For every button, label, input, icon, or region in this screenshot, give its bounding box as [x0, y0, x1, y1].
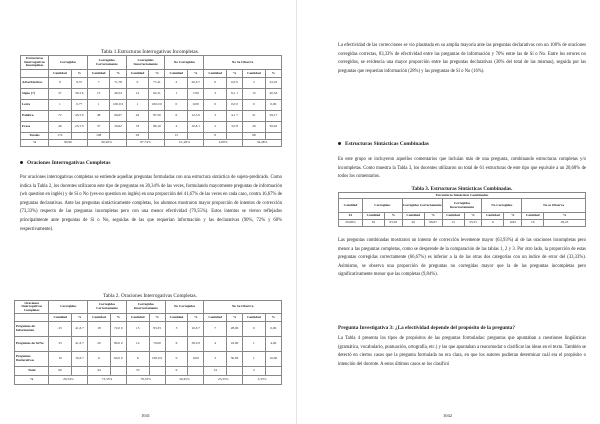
table-cell: 0	[204, 78, 227, 89]
table1-header-correct: Corregidos Correctamente	[87, 56, 126, 70]
table3-caption: Tabla 3. Estructuras Sintácticas Combinadas.	[411, 186, 513, 192]
table-cell: 6	[165, 337, 188, 352]
table-cell: 39,3 6	[71, 89, 87, 100]
table-cell: 77,41	[149, 78, 165, 89]
table-cell: 13	[442, 220, 464, 227]
table-cell: 25	[49, 322, 72, 337]
table-cell: Letra	[21, 100, 49, 111]
table2-subheader: %	[149, 314, 165, 322]
table3-subheader: %	[424, 213, 442, 220]
table-cell: 4,1 7	[226, 111, 242, 122]
table-cell	[110, 367, 126, 376]
table-row	[15, 337, 282, 352]
table-cell: 20,34%	[49, 376, 88, 385]
table1-subheader: Cantidad	[165, 70, 188, 78]
table3-header-incorrect: Corregidos Incorrectamente	[442, 199, 482, 213]
table1-caption: Tabla 1.Estructuras Interrogativas Incompletas.	[100, 49, 200, 55]
table-cell: 68	[243, 133, 266, 140]
table-cell: 100,0 0	[149, 352, 165, 367]
table-cell: 4,60%	[204, 140, 243, 147]
table-cell	[72, 367, 88, 376]
table-cell: 2	[243, 367, 266, 376]
table-cell: 92,31	[149, 89, 165, 100]
table-cell: 22,22	[265, 78, 281, 89]
table-cell: 16,00	[226, 337, 242, 352]
table-cell: 1	[87, 100, 110, 111]
table-cell: 72	[49, 111, 72, 122]
table-cell: 6	[482, 220, 504, 227]
table-cell: 66,67	[424, 220, 442, 227]
table-cell: 0	[165, 100, 188, 111]
table-cell: Preguntas de Información	[15, 322, 49, 337]
table-cell: 4,00	[265, 337, 281, 352]
table-cell: 15	[126, 322, 149, 337]
table-cell: 79,55%	[126, 376, 165, 385]
table-row	[21, 78, 282, 89]
table-row	[21, 100, 282, 111]
table-cell: 39	[362, 220, 384, 227]
table-cell: 0,00	[188, 352, 204, 367]
table-cell: 1	[49, 100, 72, 111]
table-cell: 1	[165, 89, 188, 100]
table1-subheader: %	[149, 70, 165, 78]
table2-subheader: %	[110, 314, 126, 322]
table-cell: 30,00	[226, 352, 242, 367]
table-cell: 44	[88, 367, 111, 376]
table-cell: Signo (?)	[21, 89, 49, 100]
section-heading-combined	[338, 141, 586, 147]
table-cell: 9,57	[71, 78, 87, 89]
paragraph-combined-results: Las preguntas combinadas mostraron un intento de corrección levemente mayor (63,93%) al de las oraciones incompletas pero menor a las preguntas completas, como se desprende de la comparación de las tablas 1, 2 y 3. Por otro lado, la proporción de estas preguntas corregidas correctamente (66,67%) es inferior a la de las otras dos categorías con un índice de error del (33,33%). Asimismo, se observa una proporción de preguntas no corregidas mayor que la de las preguntas incompletas pero significativamente menor que las completas (9,84%).	[338, 238, 586, 278]
table-cell	[188, 367, 204, 376]
table-cell: 0,00	[265, 100, 281, 111]
table-cell: 14	[126, 337, 149, 352]
table-cell	[226, 133, 242, 140]
table-cell: 63,93	[384, 220, 402, 227]
table1-subheader: %	[265, 70, 281, 78]
table1-subheader: %	[226, 70, 242, 78]
table3-header-not-observed: No se Observa	[522, 199, 586, 213]
table-cell: 14	[204, 367, 227, 376]
table-cell: 8,1 1	[226, 89, 242, 100]
bullet-icon	[20, 161, 23, 164]
table-cell: 18	[88, 322, 111, 337]
table1-header-not-corrected: No Corregidos	[165, 56, 204, 70]
table-cell: 40	[49, 122, 72, 133]
table-cell: 12	[126, 89, 149, 100]
table3-subheader: %	[384, 213, 402, 220]
table-cell: 60	[49, 367, 72, 376]
table-cell: Total	[15, 367, 49, 376]
table3-subheader: Cantidad	[482, 213, 504, 220]
table-cell: 1	[243, 337, 266, 352]
table-cell	[226, 367, 242, 376]
table-cell: 70,00	[149, 337, 165, 352]
table-cell	[265, 133, 281, 140]
table-cell: 25	[49, 337, 72, 352]
table-cell: 87,74%	[126, 140, 165, 147]
bullet-icon	[338, 142, 341, 145]
table1-header-incorrect: Corregidos Incorrectamente	[126, 56, 165, 70]
table-cell: 25,3 0	[71, 122, 87, 133]
table-cell	[110, 133, 126, 140]
table-cell: 7,69	[188, 89, 204, 100]
table-cell: 60,0 0	[110, 352, 126, 367]
table3-header-corrected: Corregidos	[362, 199, 402, 213]
table-row	[21, 122, 282, 133]
table-cell: 20	[88, 337, 111, 352]
table-cell: 71,78	[110, 78, 126, 89]
table-cell: 26	[243, 122, 266, 133]
table-cell: 10,8 1	[188, 122, 204, 133]
table-cell: 90,90	[49, 140, 88, 147]
table-cell: 9	[49, 78, 72, 89]
table-row	[339, 220, 586, 227]
table3-subheader: 61	[339, 213, 363, 220]
table-cell: 40,54	[265, 89, 281, 100]
table-cell: 33,33	[464, 220, 482, 227]
table2-subheader: Cantidad	[49, 314, 72, 322]
table2-header-corrected: Corregidos	[49, 301, 88, 314]
table-cell: 26,23	[544, 220, 586, 227]
table-cell	[71, 133, 87, 140]
table-cell: 9,84	[504, 220, 522, 227]
table-cell: 80,0 0	[110, 337, 126, 352]
table2-subheader: %	[226, 314, 242, 322]
table-cell: 4	[204, 337, 227, 352]
table-cell: 23,33%	[204, 376, 243, 385]
table-cell: 40,54	[110, 89, 126, 100]
table-cell: 12,5 0	[188, 111, 204, 122]
table-cell: 2	[243, 78, 266, 89]
section-heading-text: Estructuras Sintácticas Combinadas	[345, 141, 429, 147]
table2-subheader: %	[72, 314, 88, 322]
table2-subheader: Cantidad	[204, 314, 227, 322]
table2-header-incorrect: Corregidos Incorrectamente	[126, 301, 165, 314]
table-cell: 4	[165, 122, 188, 133]
table-cell: 6	[88, 352, 111, 367]
table-cell: 0,0 0	[226, 78, 242, 89]
table-cell: 15	[87, 89, 110, 100]
table-cell: 66,67	[110, 111, 126, 122]
table-cell: 87,50	[149, 111, 165, 122]
table-cell: 3	[204, 89, 227, 100]
table2-subheader: Cantidad	[126, 314, 149, 322]
table-cell: 10	[49, 352, 72, 367]
table-cell: 0,0 0	[226, 100, 242, 111]
table-cell: 3,33%	[243, 376, 282, 385]
paragraph-complete-questions: Por oraciones interrogativas completas se entiende aquellas preguntas formuladas con una estructura sintáctica de sujeto-predicado. Como indica la Tabla 2, los docentes utilizaron este tipo de preguntas en 20,34% de las veces, formulando mayormente preguntas de información (wh question en inglés) y de Sí o No (yes-no question en inglés) en una proporción del 41,67% de las veces en cada caso, contra 16,67% de preguntas declarativas. Ante las preguntas sintácticamente completas, los alumnos mostraron mayor proporción de intentos de corrección (73,33%) respecto de las preguntas incompletas pero con una menor efectividad (79,55%). Estos intentos se vieron reflejados principalmente ante preguntas de Sí o No, seguidas de las que requerían información y las declarativas (90%, 72% y 60% respectivamente).	[20, 175, 282, 232]
table-row	[15, 352, 282, 367]
table2-subheader-blank	[15, 314, 49, 322]
paragraph-effectiveness: La efectividad de las correcciones se vio plasmada en su amplia mayoría ante las preguntas declarativas con un 100% de oraciones corregidas correctas, 83,33% de efectividad entre las preguntas de información y 70% entre las de Sí o No. Entre los errores no corregidos, se evidencia una mayor proporción entre las preguntas declarativas (30% del total de las mismas), seguida por las preguntas que requerían información (28%) y las preguntas de Sí o No (16%).	[338, 43, 586, 74]
table3-subheader: Cantidad	[522, 213, 544, 220]
table-cell: 26	[402, 220, 424, 227]
research-question-heading: Pregunta Investigativa 3: ¿La efectividad depende del propósito de la pregunta?	[338, 325, 515, 331]
paragraph-purpose: La Tabla 4 presenta los tipos de propósitos de las preguntas formuladas: preguntas que apuntaban a cuestiones lingüísticas (gramática, vocabulario, puntuación, ortografía, etc.) y las que apuntaban a reacomodar o clarificar las ideas en el texto. También se detectó en ciertos casos que la pregunta formulada no era clara, en que los autores pudieran determinar cuál era el propósito o intención del docente. A estos últimos casos se los clasificó	[338, 336, 586, 367]
table-cell: 10,00	[265, 352, 281, 367]
table-cell: 0	[126, 78, 149, 89]
table-cell: 37	[87, 122, 110, 133]
table1-header-not-observed: No Se Observa	[204, 56, 282, 70]
table-cell: 30,0 0	[188, 337, 204, 352]
table3-subheader: Cantidad	[402, 213, 424, 220]
table-cell: 83,33	[149, 322, 165, 337]
table2-subheader: %	[188, 314, 204, 322]
paragraph-combined: En este grupo se incluyeron aquellos comentarios que incluían más de una pregunta, combinando estructuras completas y/o incompletas. Como muestra la Tabla 3, los docentes utilizaron un total de 61 estructuras de este tipo que equivale a un 20,68% de todos los comentarios.	[338, 157, 586, 180]
table-cell: 3	[204, 111, 227, 122]
table1-subheader: Cantidad	[243, 70, 266, 78]
table-cell: 35	[126, 367, 149, 376]
table2-caption: Tabla 2. Oraciones Interrogativas Completas.	[103, 293, 197, 299]
table-cell: 8	[204, 133, 227, 140]
table-cell	[265, 367, 281, 376]
table-cell: 6	[126, 352, 149, 367]
table-row-totals	[15, 367, 282, 376]
table-cell: 100,0 0	[110, 100, 126, 111]
table1-subheader: %	[110, 70, 126, 78]
table-cell: 1	[243, 352, 266, 367]
table1-header-structures: Estructuras Interrogativas Incompletas	[21, 56, 49, 70]
table-cell	[188, 133, 204, 140]
table-cell: 0,00	[188, 100, 204, 111]
table-cell: 174	[49, 133, 72, 140]
table2-subheader: Cantidad	[165, 314, 188, 322]
table-cell: 16	[522, 220, 544, 227]
table-cell: 20,45%	[165, 376, 204, 385]
right-page	[300, 0, 596, 424]
table-cell: 0	[243, 322, 266, 337]
table1-header-corrected: Corregidos	[49, 56, 88, 70]
table-cell: Preguntas Declarativas	[15, 352, 49, 367]
table-cell: Palabra	[21, 111, 49, 122]
table1-subheader: Cantidad	[49, 70, 72, 78]
table-cell: 12,,26%	[165, 140, 204, 147]
table-cell: 41,6 7	[72, 322, 88, 337]
table3-subheader: %	[464, 213, 482, 220]
table-cell: 20,68%	[339, 220, 363, 227]
table-cell: Preguntas de Sí/No	[15, 337, 49, 352]
table-cell: 33	[126, 122, 149, 133]
table-cell: 89,19	[149, 122, 165, 133]
table3	[338, 192, 586, 227]
table3-title: Estructuras Sintácticas Combinadas	[339, 193, 586, 199]
table-cell: 7	[87, 78, 110, 89]
table-row-percents	[15, 376, 282, 385]
table-cell: 73,33%	[88, 376, 127, 385]
table-cell: 29,17	[265, 111, 281, 122]
table-cell: 0	[204, 100, 227, 111]
table3-header-quantity: Cantidad	[339, 199, 363, 213]
table-cell: 2	[204, 122, 227, 133]
table-cell: 16,6 7	[188, 322, 204, 337]
table-cell: 9	[165, 367, 188, 376]
table1-subheader: %	[188, 70, 204, 78]
table-cell: 6	[165, 111, 188, 122]
table-cell: Adverbiativos	[21, 78, 49, 89]
table1	[20, 55, 282, 147]
table2-subheader: %	[265, 314, 281, 322]
table-row	[21, 89, 282, 100]
table-cell: 3,0 8	[226, 122, 242, 133]
table-cell: 0,77	[71, 100, 87, 111]
table-cell: 56,92	[265, 122, 281, 133]
table-cell	[149, 133, 165, 140]
table-cell: 60,92%	[87, 140, 126, 147]
table1-subheader: Cantidad	[204, 70, 227, 78]
table2	[14, 300, 282, 385]
table-cell: 7	[204, 322, 227, 337]
table-cell: 21	[243, 111, 266, 122]
table-cell: 2	[165, 78, 188, 89]
table-cell: 48	[87, 111, 110, 122]
table-cell: 56,92	[110, 122, 126, 133]
table-row-totals	[21, 133, 282, 140]
table-cell: 43,3 9	[71, 111, 87, 122]
table-cell: 15	[243, 89, 266, 100]
table2-header-questions: Oraciones Interrogativas Completas	[15, 301, 49, 314]
table2-header-not-observed: No Se Observa	[204, 301, 282, 314]
table-cell: 100,0 0	[149, 100, 165, 111]
table1-subheader-blank	[21, 70, 49, 78]
table-row	[21, 111, 282, 122]
table-cell: 42	[126, 111, 149, 122]
table3-subheader: %	[544, 213, 586, 220]
table3-subheader: Cantidad	[362, 213, 384, 220]
table-cell: 93	[126, 133, 149, 140]
table-cell: 37	[49, 89, 72, 100]
table1-subheader: Cantidad	[126, 70, 149, 78]
table-row-percents	[21, 140, 282, 147]
table3-subheader: Cantidad	[442, 213, 464, 220]
table3-header-not-corrected: No Corregidos	[482, 199, 522, 213]
table-cell: Frase	[21, 122, 49, 133]
section-heading-text: Oraciones Interrogativas Completas	[27, 160, 111, 166]
table-cell	[149, 367, 165, 376]
table-cell: Totales	[21, 133, 49, 140]
table1-subheader: Cantidad	[87, 70, 110, 78]
table2-subheader: Cantidad	[243, 314, 266, 322]
page-number: 1042	[443, 413, 452, 418]
table1-subheader: %	[71, 70, 87, 78]
table-cell: 0	[165, 352, 188, 367]
table-cell: 41,6 7	[72, 337, 88, 352]
table-cell: 0	[243, 100, 266, 111]
table2-header-correct: Corregidos Correctamente	[88, 301, 127, 314]
page-number: 1041	[141, 413, 150, 418]
left-page	[0, 0, 297, 424]
table-row	[15, 322, 282, 337]
table-cell: 1	[126, 100, 149, 111]
table-cell: %	[21, 140, 49, 147]
table-cell: 20,6 7	[188, 78, 204, 89]
table-cell: 72,0 0	[110, 322, 126, 337]
table2-header-not-corrected: No Corregidos	[165, 301, 204, 314]
table-cell: 16,6 7	[72, 352, 88, 367]
table-cell: 3	[165, 322, 188, 337]
table-cell: 15	[165, 133, 188, 140]
table3-header-correct: Corregidos Correctamente	[402, 199, 442, 213]
table-cell: 34,48%	[243, 140, 282, 147]
table-cell: %	[15, 376, 49, 385]
section-heading-complete	[20, 160, 280, 166]
table3-subheader: %	[504, 213, 522, 220]
table-cell: 28,00	[226, 322, 242, 337]
table2-subheader: Cantidad	[88, 314, 111, 322]
table-cell: 108	[87, 133, 110, 140]
table-cell: 3	[204, 352, 227, 367]
table-cell: 0,00	[265, 322, 281, 337]
